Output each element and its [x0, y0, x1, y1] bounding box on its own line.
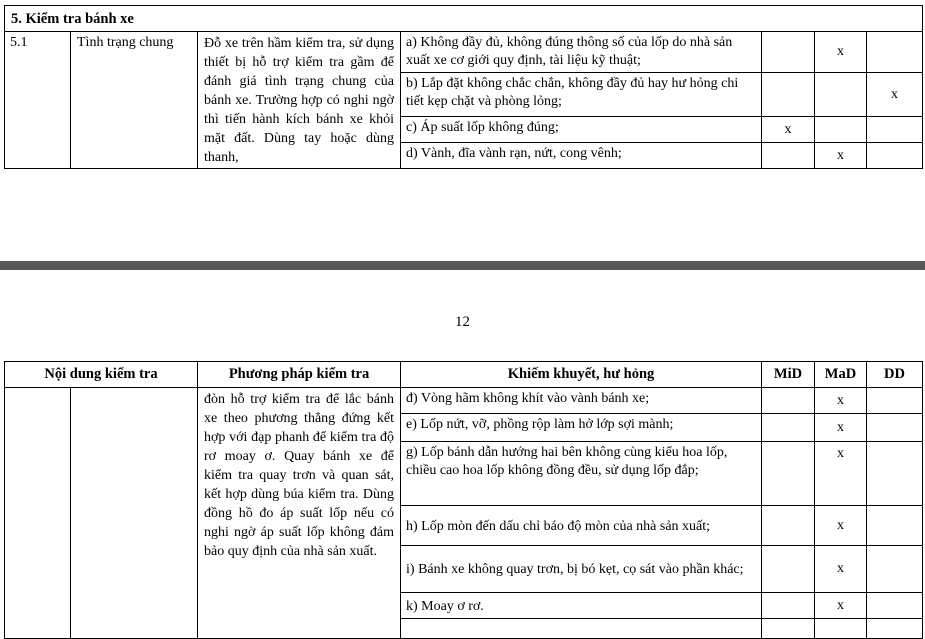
defect-cell: a) Không đầy đủ, không đúng thông số của lốp do nhà sản xuất xe cơ giới quy định, tài liệu kỹ thuật; — [401, 32, 762, 73]
page-separator — [0, 261, 925, 270]
mad-mark: x — [815, 593, 867, 619]
dd-mark — [867, 388, 923, 414]
dd-mark: x — [867, 73, 923, 117]
inspection-table-bottom — [4, 361, 923, 639]
empty-cell — [815, 619, 867, 639]
defect-cell: đ) Vòng hãm không khít vào vành bánh xe; — [401, 388, 762, 414]
empty-name-cell — [71, 388, 198, 639]
dd-mark — [867, 546, 923, 593]
mid-mark — [762, 506, 815, 546]
method-text: đòn hỗ trợ kiểm tra để lắc bánh xe theo phương thẳng đứng kết hợp với đạp phanh để kiểm tra độ rơ moay ơ. Quay bánh xe để kiểm tra quay trơn và quan sát, kết hợp dùng búa kiểm tra. Dùng đồng hồ đo áp suất lốp nếu có nghi ngờ áp suất lốp không đảm bảo quy định của nhà sản xuất. — [204, 392, 395, 559]
method-text: Đỗ xe trên hầm kiểm tra, sử dụng thiết bị hỗ trợ kiểm tra gầm để đánh giá tình trạng chung của bánh xe. Trường hợp có nghi ngờ thì tiến hành kích bánh xe khỏi mặt đất. Dùng tay hoặc dùng thanh, — [204, 36, 394, 165]
mad-mark: x — [815, 442, 867, 506]
mid-mark — [762, 414, 815, 442]
section-title-row — [5, 6, 923, 32]
table-row — [5, 32, 923, 73]
header-mid: MiD — [762, 362, 815, 388]
section-title: 5. Kiểm tra bánh xe — [5, 6, 923, 32]
header-defect: Khiếm khuyết, hư hỏng — [401, 362, 762, 388]
mad-mark: x — [815, 388, 867, 414]
defect-cell: g) Lốp bánh dẫn hướng hai bên không cùng kiểu hoa lốp, chiều cao hoa lốp không đồng đều, sử dụng lốp đắp; — [401, 442, 762, 506]
dd-mark — [867, 593, 923, 619]
mad-mark: x — [815, 32, 867, 73]
dd-mark — [867, 143, 923, 169]
mid-mark — [762, 73, 815, 117]
empty-number-cell — [5, 388, 71, 639]
mid-mark — [762, 143, 815, 169]
header-dd: DD — [867, 362, 923, 388]
header-content: Nội dung kiểm tra — [5, 362, 198, 388]
item-name: Tình trạng chung — [71, 32, 198, 169]
defect-cell: k) Moay ơ rơ. — [401, 593, 762, 619]
mad-mark: x — [815, 506, 867, 546]
header-mad: MaD — [815, 362, 867, 388]
method-cell — [198, 388, 401, 639]
mid-mark — [762, 593, 815, 619]
mid-mark — [762, 388, 815, 414]
dd-mark — [867, 442, 923, 506]
item-number: 5.1 — [5, 32, 71, 169]
mad-mark: x — [815, 546, 867, 593]
dd-mark — [867, 32, 923, 73]
header-method: Phương pháp kiểm tra — [198, 362, 401, 388]
mid-mark — [762, 546, 815, 593]
dd-mark — [867, 414, 923, 442]
header-row — [5, 362, 923, 388]
defect-cell: e) Lốp nứt, vỡ, phồng rộp làm hở lớp sợi mành; — [401, 414, 762, 442]
table-row — [5, 388, 923, 414]
method-cell — [198, 32, 401, 169]
inspection-table-top — [4, 5, 923, 169]
defect-cell: h) Lốp mòn đến dấu chỉ báo độ mòn của nhà sản xuất; — [401, 506, 762, 546]
defect-cell: i) Bánh xe không quay trơn, bị bó kẹt, cọ sát vào phần khác; — [401, 546, 762, 593]
empty-cell — [867, 619, 923, 639]
defect-cell: b) Lắp đặt không chắc chắn, không đầy đủ hay hư hỏng chi tiết kẹp chặt và phòng lỏng; — [401, 73, 762, 117]
mad-mark — [815, 117, 867, 143]
mad-mark — [815, 73, 867, 117]
dd-mark — [867, 506, 923, 546]
mad-mark: x — [815, 414, 867, 442]
page-number: 12 — [455, 314, 470, 330]
dd-mark — [867, 117, 923, 143]
mid-mark — [762, 32, 815, 73]
defect-cell: c) Áp suất lốp không đúng; — [401, 117, 762, 143]
empty-cell — [762, 619, 815, 639]
defect-cell: d) Vành, đĩa vành rạn, nứt, cong vênh; — [401, 143, 762, 169]
mad-mark: x — [815, 143, 867, 169]
mid-mark: x — [762, 117, 815, 143]
empty-cell — [401, 619, 762, 639]
mid-mark — [762, 442, 815, 506]
